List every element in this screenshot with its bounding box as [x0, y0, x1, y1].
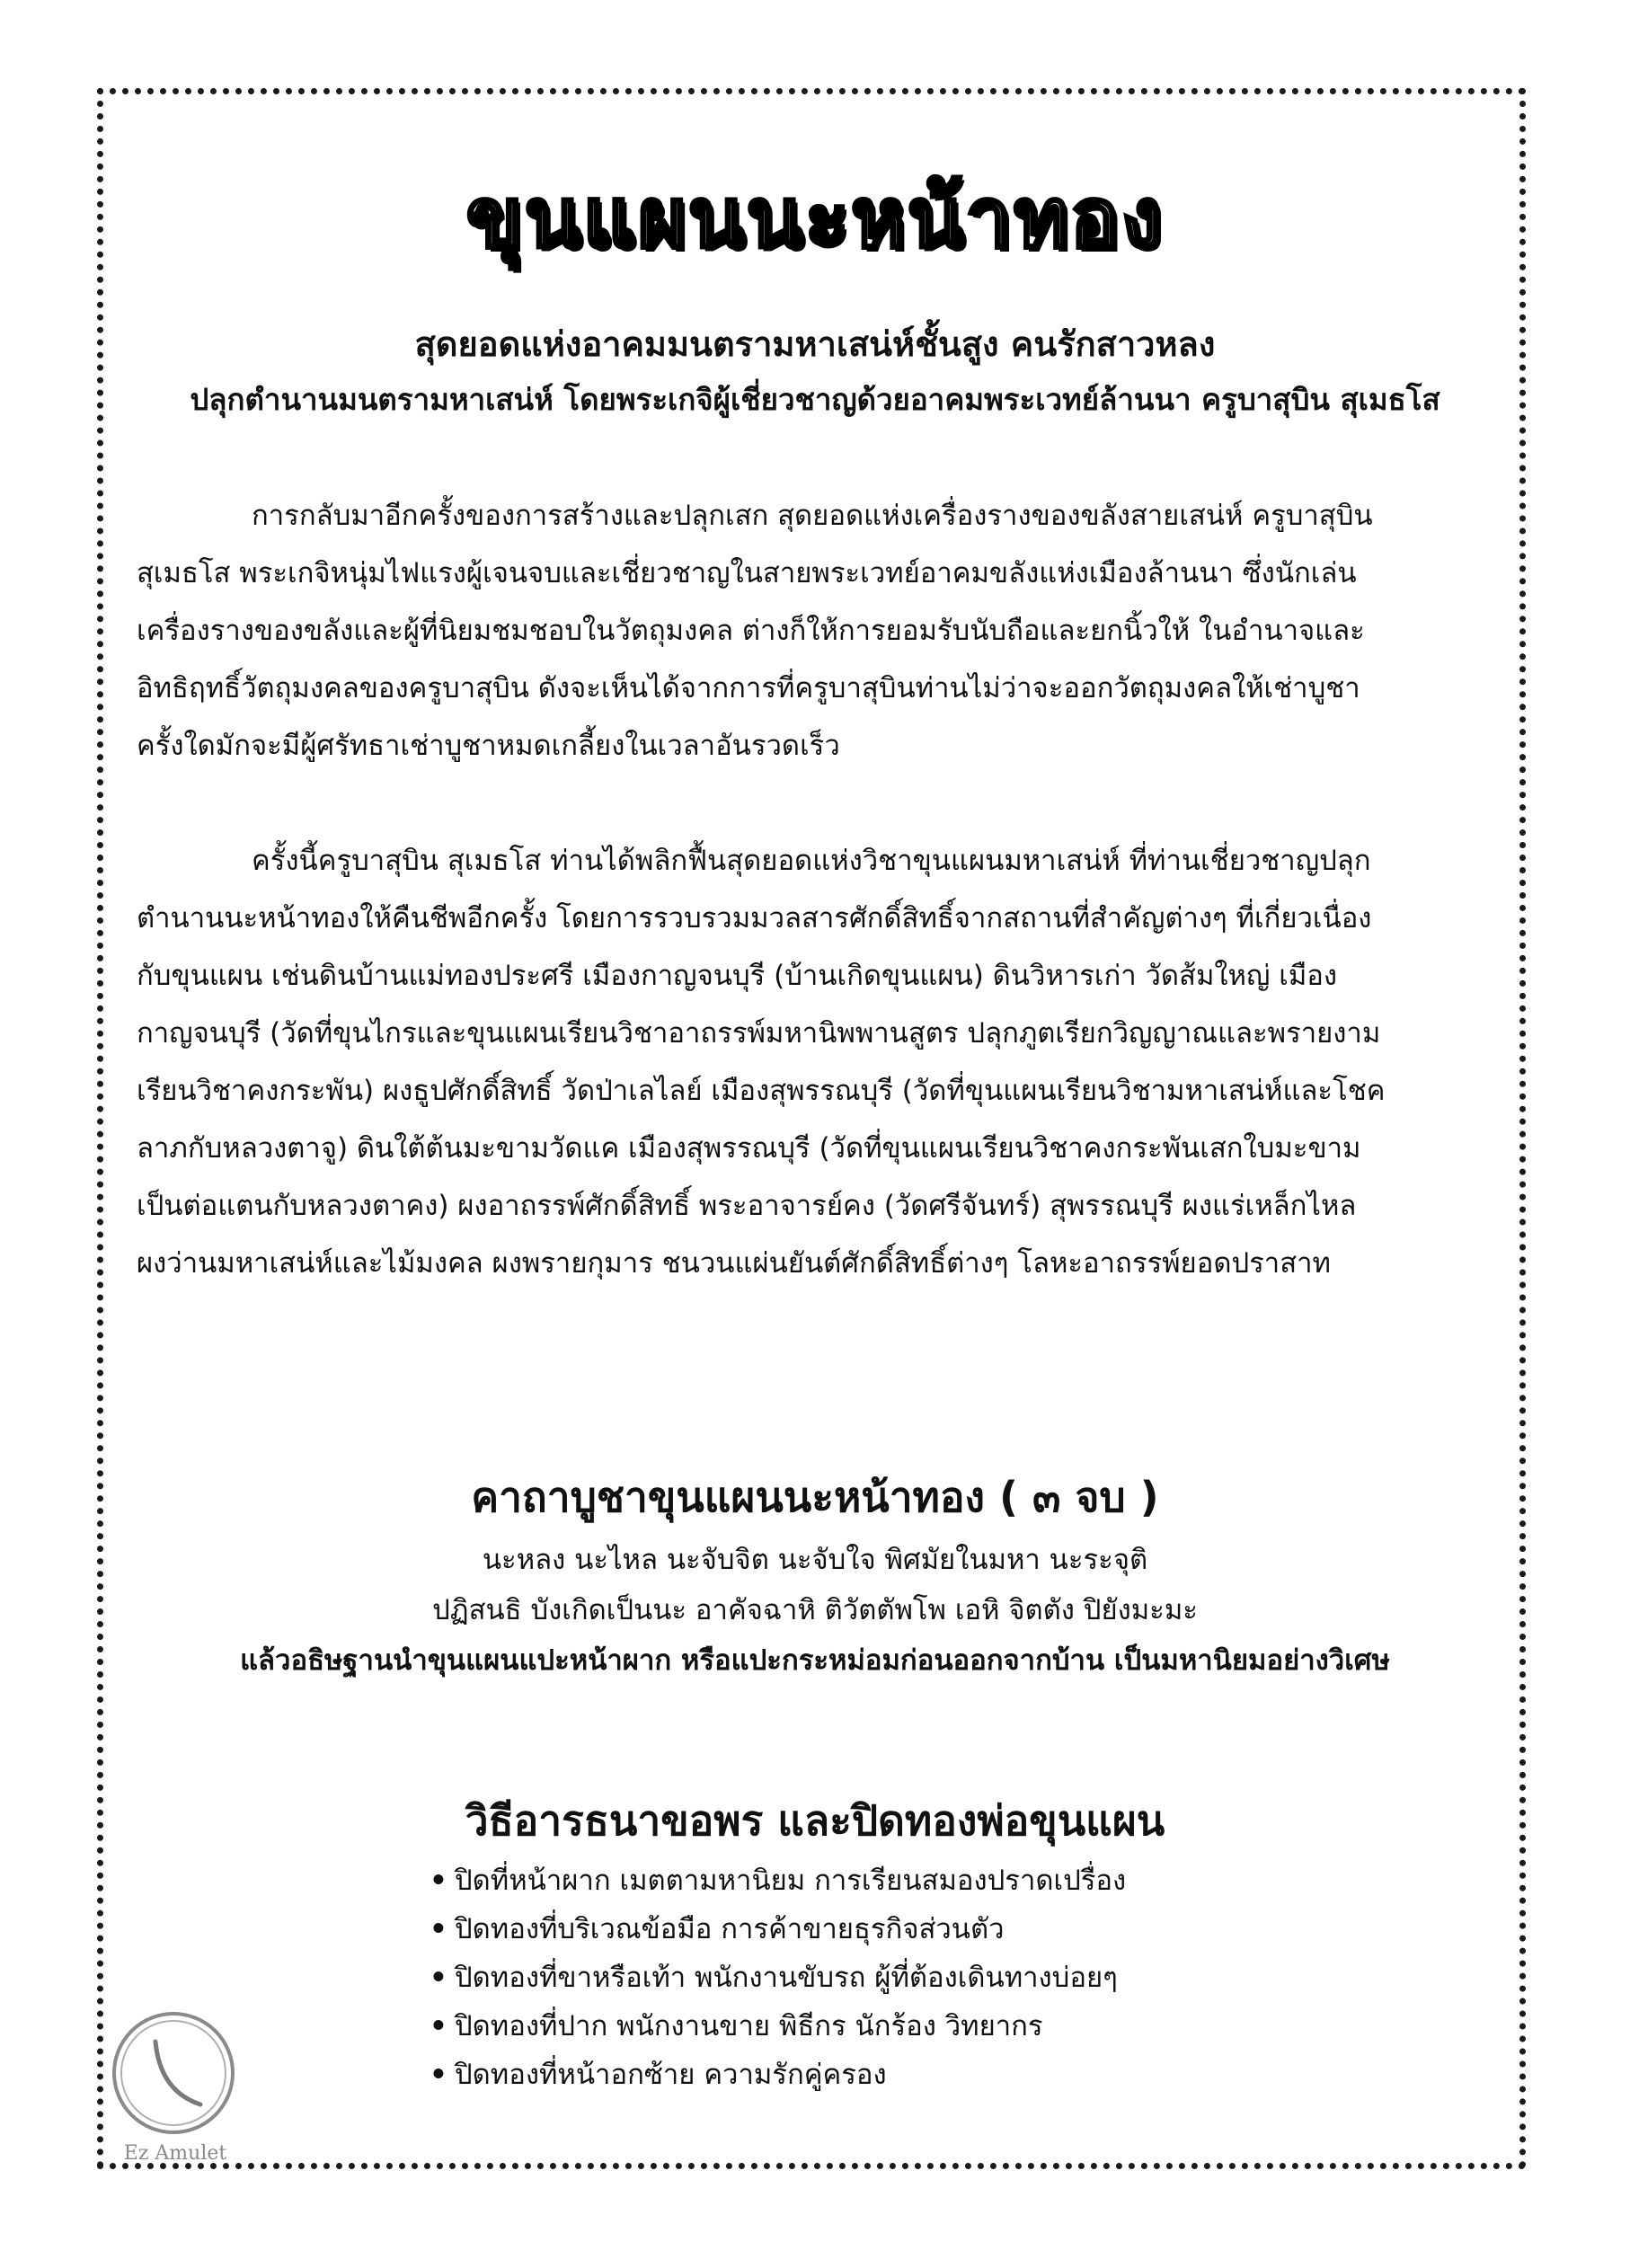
paragraph-line: กับขุนแผน เช่นดินบ้านแม่ทองประศรี เมืองกาญจนบุรี (บ้านเกิดขุนแผน) ดินวิหารเก่า วัดส้มใหญ่ เมือง: [137, 960, 1338, 992]
paragraph-line: เรียนวิชาคงกระพัน) ผงธูปศักดิ์สิทธิ์ วัดป่าเลไลย์ เมืองสุพรรณบุรี (วัดที่ขุนแผนเรียนวิชามหาเสน่ห์และโชค: [137, 1075, 1386, 1107]
worship-list: [430, 1856, 1126, 2099]
paragraph-line: ตำนานนะหน้าทองให้คืนชีพอีกครั้ง โดยการรวบรวมมวลสารศักดิ์สิทธิ์จากสถานที่สำคัญต่างๆ ที่เกี่ยวเนื่อง: [137, 902, 1372, 935]
bullet-icon: •: [430, 1962, 447, 1994]
list-item: [430, 1856, 1126, 1905]
paragraph-line: ครั้งใดมักจะมีผู้ศรัทธาเช่าบูชาหมดเกลี้ยงในเวลาอันรวดเร็ว: [137, 730, 840, 762]
list-item-text: ปิดทองที่หน้าอกซ้าย ความรักคู่ครอง: [455, 2059, 887, 2091]
paragraph-line: ลาภกับหลวงตาจู) ดินใต้ต้นมะขามวัดแค เมืองสุพรรณบุรี (วัดที่ขุนแผนเรียนวิชาคงกระพันเสกใบมะขาม: [137, 1132, 1361, 1165]
katha-line: ปฏิสนธิ บังเกิดเป็นนะ อาคัจฉาหิ ติวัตตัพโพ เอหิ จิตตัง ปิยังมะมะ: [432, 1594, 1198, 1626]
bullet-icon: •: [430, 1913, 447, 1945]
list-item: [430, 2051, 1126, 2099]
list-item: [430, 2002, 1126, 2051]
paragraph-line: เครื่องรางของขลังและผู้ที่นิยมชมชอบในวัตถุมงคล ต่างก็ให้การยอมรับนับถือและยกนิ้วให้ ในอำนาจและ: [137, 615, 1365, 647]
paragraph-line: ผงว่านมหาเสน่ห์และไม้มงคล ผงพรายกุมาร ชนวนแผ่นยันต์ศักดิ์สิทธิ์ต่างๆ โลหะอาถรรพ์ยอดปราสาท: [137, 1247, 1331, 1280]
intro-paragraph: [137, 487, 1493, 775]
paragraph-line: สุเมธโส พระเกจิหนุ่มไฟแรงผู้เจนจบและเชี่ยวชาญในสายพระเวทย์อาคมขลังแห่งเมืองล้านนา ซึ่งนักเล่น: [137, 557, 1357, 589]
watermark-text: Ez Amulet: [123, 2142, 227, 2165]
bullet-icon: •: [430, 2059, 447, 2091]
subtitle-secondary: ปลุกตำนานมนตรามหาเสน่ห์ โดยพระเกจิผู้เชี่ยวชาญด้วยอาคมพระเวทย์ล้านนา ครูบาสุบิน สุเมธโส: [190, 382, 1440, 417]
bullet-icon: •: [430, 2010, 447, 2042]
subtitle-primary: สุดยอดแห่งอาคมมนตรามหาเสน่ห์ชั้นสูง คนรักสาวหลง: [414, 324, 1216, 364]
document-title: ขุนแผนนะหน้าทอง: [465, 169, 1165, 266]
katha-block: [0, 1535, 1630, 1686]
list-item-text: ปิดทองที่ขาหรือเท้า พนักงานขับรถ ผู้ที่ต้องเดินทางบ่อยๆ: [455, 1962, 1118, 1994]
list-item-text: ปิดทองที่ปาก พนักงานขาย พิธีกร นักร้อง วิทยากร: [455, 2010, 1043, 2042]
paragraph-line: เป็นต่อแตนกับหลวงตาคง) ผงอาถรรพ์ศักดิ์สิทธิ์ พระอาจารย์คง (วัดศรีจันทร์) สุพรรณบุรี ผงแร่เหล็กไหล: [137, 1190, 1357, 1222]
list-item-text: ปิดทองที่บริเวณข้อมือ การค้าขายธุรกิจส่วนตัว: [455, 1913, 1005, 1945]
ez-amulet-logo-icon: [106, 2006, 241, 2140]
paragraph-line: การกลับมาอีกครั้งของการสร้างและปลุกเสก สุดยอดแห่งเครื่องรางของขลังสายเสน่ห์ ครูบาสุบิน: [252, 500, 1373, 532]
list-item: [430, 1953, 1126, 2002]
list-item-text: ปิดที่หน้าผาก เมตตามหานิยม การเรียนสมองปราดเปรื่อง: [455, 1865, 1127, 1897]
katha-line: นะหลง นะไหล นะจับจิต นะจับใจ พิศมัยในมหา นะระจุติ: [482, 1544, 1148, 1576]
list-item: [430, 1905, 1126, 1953]
paragraph-line: อิทธิฤทธิ์วัตถุมงคลของครูบาสุบิน ดังจะเห็นได้จากการที่ครูบาสุบินท่านไม่ว่าจะออกวัตถุมงคลให้เช่าบูชา: [137, 672, 1360, 704]
paragraph-line: ครั้งนี้ครูบาสุบิน สุเมธโส ท่านได้พลิกฟื้นสุดยอดแห่งวิชาขุนแผนมหาเสน่ห์ ที่ท่านเชี่ยวชาญปลุก: [252, 845, 1371, 877]
materials-paragraph: [137, 832, 1493, 1292]
worship-heading: วิธีอารธนาขอพร และปิดทองพ่อขุนแผน: [465, 1796, 1165, 1845]
katha-heading: คาถาบูชาขุนแผนนะหน้าทอง ( ๓ จบ ): [471, 1473, 1159, 1521]
bullet-icon: •: [430, 1865, 447, 1897]
katha-instruction: แล้วอธิษฐานนำขุนแผนแปะหน้าผาก หรือแปะกระหม่อมก่อนออกจากบ้าน เป็นมหานิยมอย่างวิเศษ: [240, 1644, 1390, 1677]
paragraph-line: กาญจนบุรี (วัดที่ขุนไกรและขุนแผนเรียนวิชาอาถรรพ์มหานิพพานสูตร ปลุกภูตเรียกวิญญาณและพรายงาม: [137, 1017, 1381, 1050]
